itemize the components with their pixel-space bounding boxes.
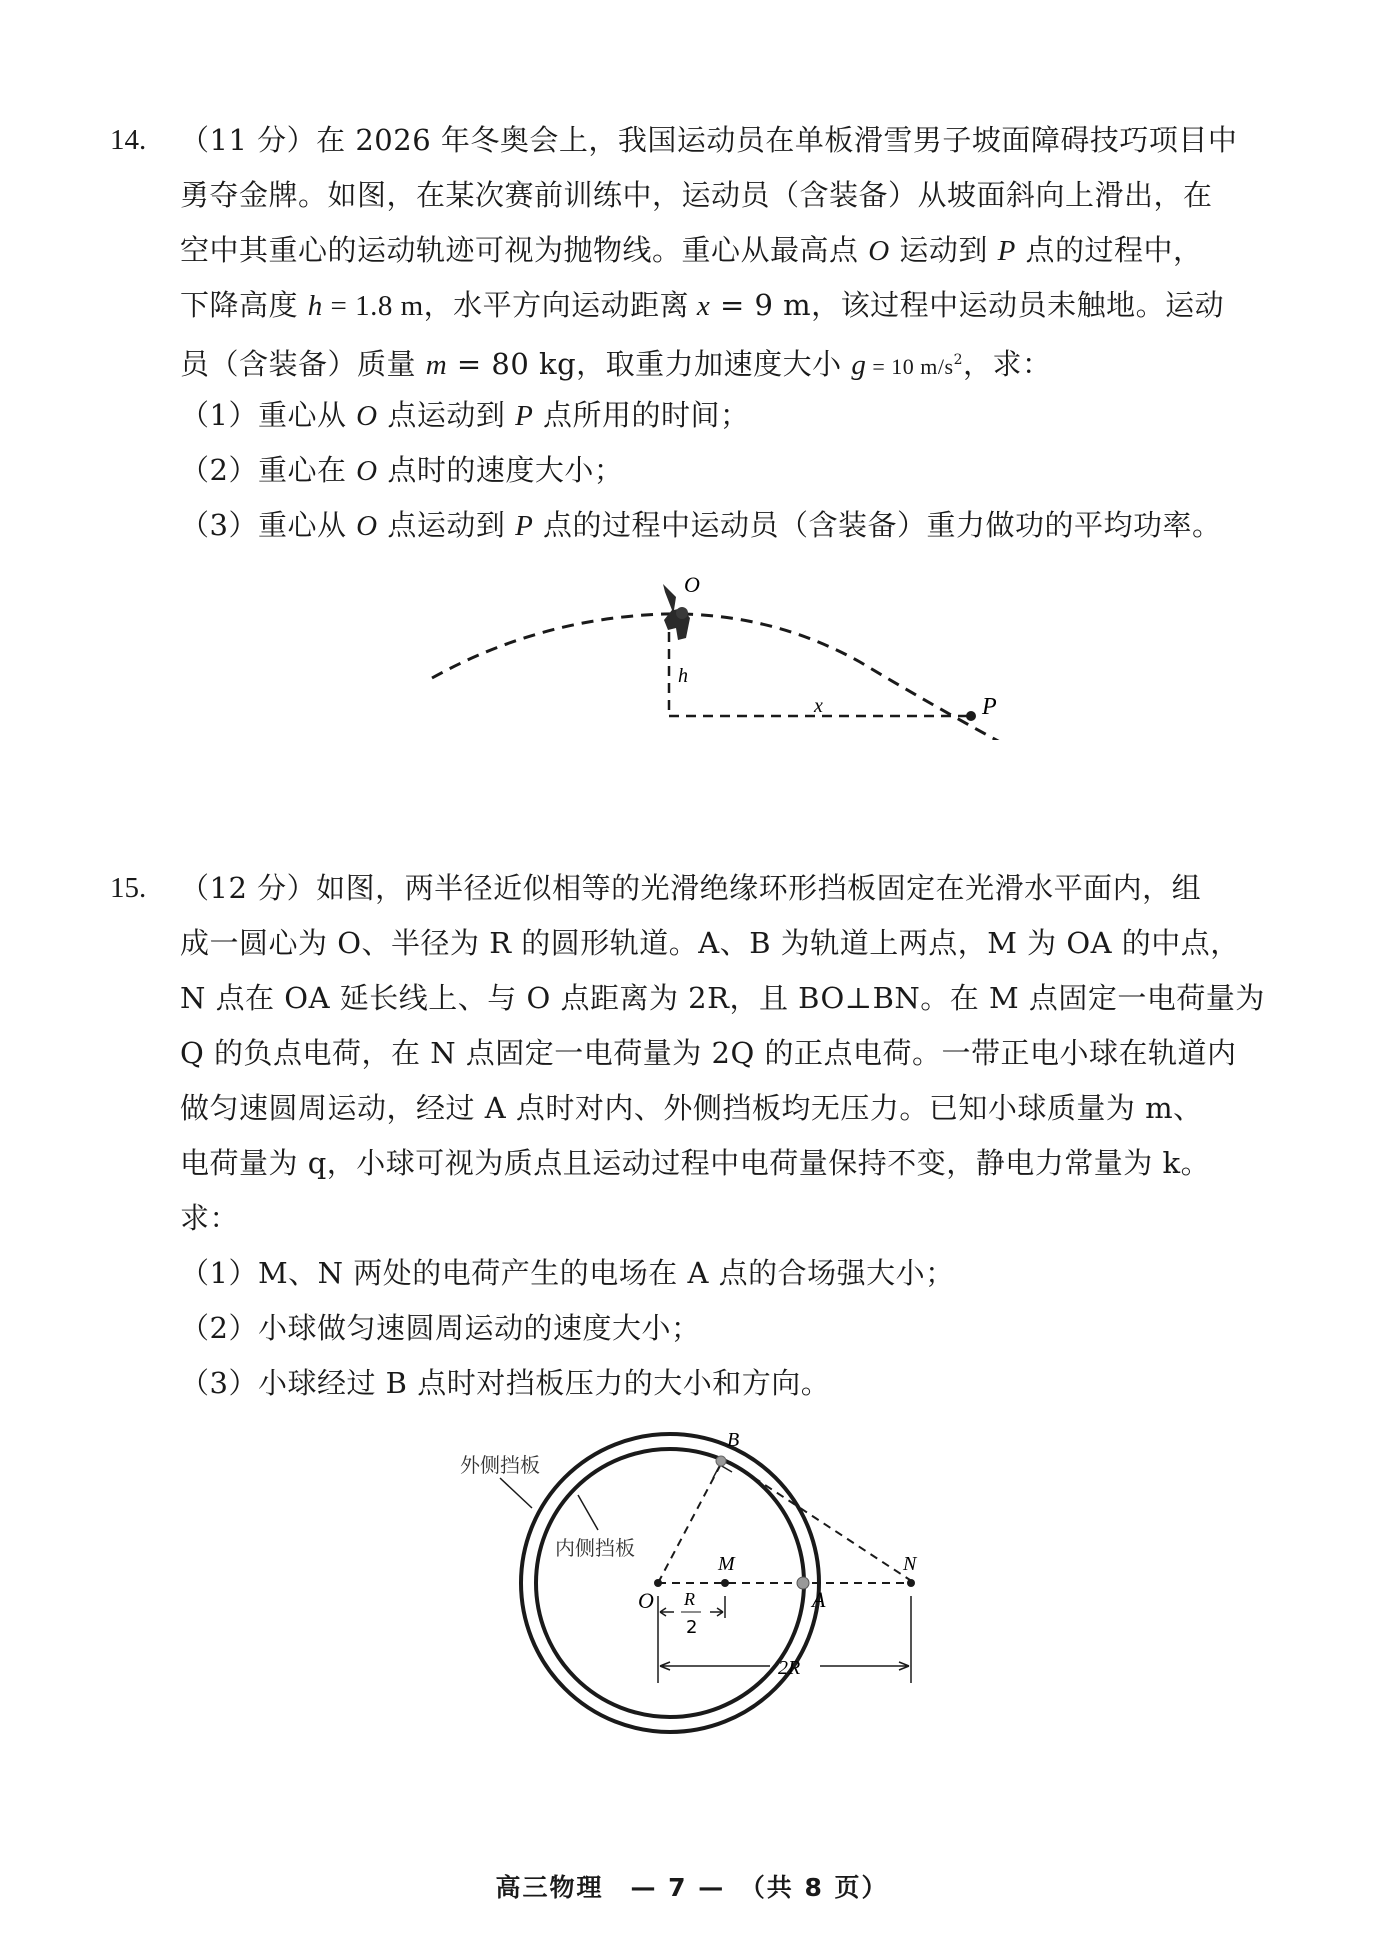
q14-subquestion-3: （3）重心从 O 点运动到 P 点的过程中运动员（含装备）重力做功的平均功率。: [180, 508, 1222, 542]
label-h: h: [678, 665, 688, 687]
label-P: P: [982, 694, 997, 720]
q15-line-7: 求：: [180, 1201, 240, 1235]
outer-barrier-leader: [500, 1478, 532, 1508]
point-N: [907, 1579, 915, 1587]
point-O: [654, 1579, 662, 1587]
q14-trajectory-figure: [420, 570, 1020, 740]
q15-line-1: （12 分）如图，两半径近似相等的光滑绝缘环形挡板固定在光滑水平面内，组: [180, 871, 1202, 905]
right-angle-mark: [713, 1465, 732, 1478]
q14-subquestion-2: （2）重心在 O 点时的速度大小；: [180, 453, 624, 487]
inner-barrier-label: 内侧挡板: [555, 1536, 635, 1560]
q15-subquestion-1: （1）M、N 两处的电荷产生的电场在 A 点的合场强大小；: [180, 1256, 955, 1290]
q14-line-5: 员（含装备）质量 m = 80 kg，取重力加速度大小 g = 10 $m/s^2$，求：: [180, 347, 1052, 381]
question-number: 15.: [110, 872, 147, 904]
q14-line-1: （11 分）在 2026 年冬奥会上，我国运动员在单板滑雪男子坡面障碍技巧项目中: [180, 123, 1238, 157]
label-x: x: [814, 695, 823, 717]
q15-circular-track-figure: [420, 1420, 1000, 1750]
q14-line-3: 空中其重心的运动轨迹可视为抛物线。重心从最高点 O 运动到 P 点的过程中，: [180, 233, 1203, 267]
label-B: B: [727, 1429, 740, 1451]
question-number: 14.: [110, 124, 147, 156]
label-O: O: [684, 572, 700, 597]
q15-line-4: Q 的负点电荷，在 N 点固定一电荷量为 2Q 的正点电荷。一带正电小球在轨道内: [180, 1036, 1237, 1070]
q14-subquestion-1: （1）重心从 O 点运动到 P 点所用的时间；: [180, 398, 750, 432]
point-M: [721, 1579, 729, 1587]
trajectory-parabola: [432, 614, 1000, 740]
inner-barrier-leader: [578, 1495, 598, 1530]
dim-half-numerator: R: [684, 1589, 695, 1609]
q15-subquestion-2: （2）小球做匀速圆周运动的速度大小；: [180, 1311, 701, 1345]
label-N: N: [903, 1553, 917, 1575]
label-M: M: [718, 1553, 735, 1575]
page-footer: 高三物理 — 7 — （共 8 页）: [495, 1873, 889, 1902]
q15-line-3: N 点在 OA 延长线上、与 O 点距离为 2R，且 BO⊥BN。在 M 点固定一电荷量为: [180, 981, 1265, 1015]
q14-line-2: 勇夺金牌。如图，在某次赛前训练中，运动员（含装备）从坡面斜向上滑出，在: [180, 178, 1213, 212]
q15-subquestion-3: （3）小球经过 B 点时对挡板压力的大小和方向。: [180, 1366, 831, 1400]
dim-full-label: 2R: [778, 1657, 801, 1679]
dim-half-denominator: 2: [686, 1617, 698, 1638]
q14-line-4: 下降高度 h = 1.8 m，水平方向运动距离 x = 9 m，该过程中运动员未触地。运动: [180, 288, 1225, 322]
ball-at-A: [797, 1577, 809, 1589]
outer-barrier-label: 外侧挡板: [460, 1453, 540, 1477]
label-O: O: [638, 1588, 654, 1613]
label-A: A: [812, 1587, 826, 1612]
q15-line-2: 成一圆心为 O、半径为 R 的圆形轨道。A、B 为轨道上两点，M 为 OA 的中点，: [180, 926, 1240, 960]
q15-line-5: 做匀速圆周运动，经过 A 点时对内、外侧挡板均无压力。已知小球质量为 m、: [180, 1091, 1203, 1125]
line-OB: [658, 1462, 722, 1583]
q15-line-6: 电荷量为 q，小球可视为质点且运动过程中电荷量保持不变，静电力常量为 k。: [180, 1146, 1211, 1180]
ball-at-B: [716, 1456, 726, 1466]
point-P: [966, 711, 976, 721]
line-BN: [730, 1462, 910, 1580]
